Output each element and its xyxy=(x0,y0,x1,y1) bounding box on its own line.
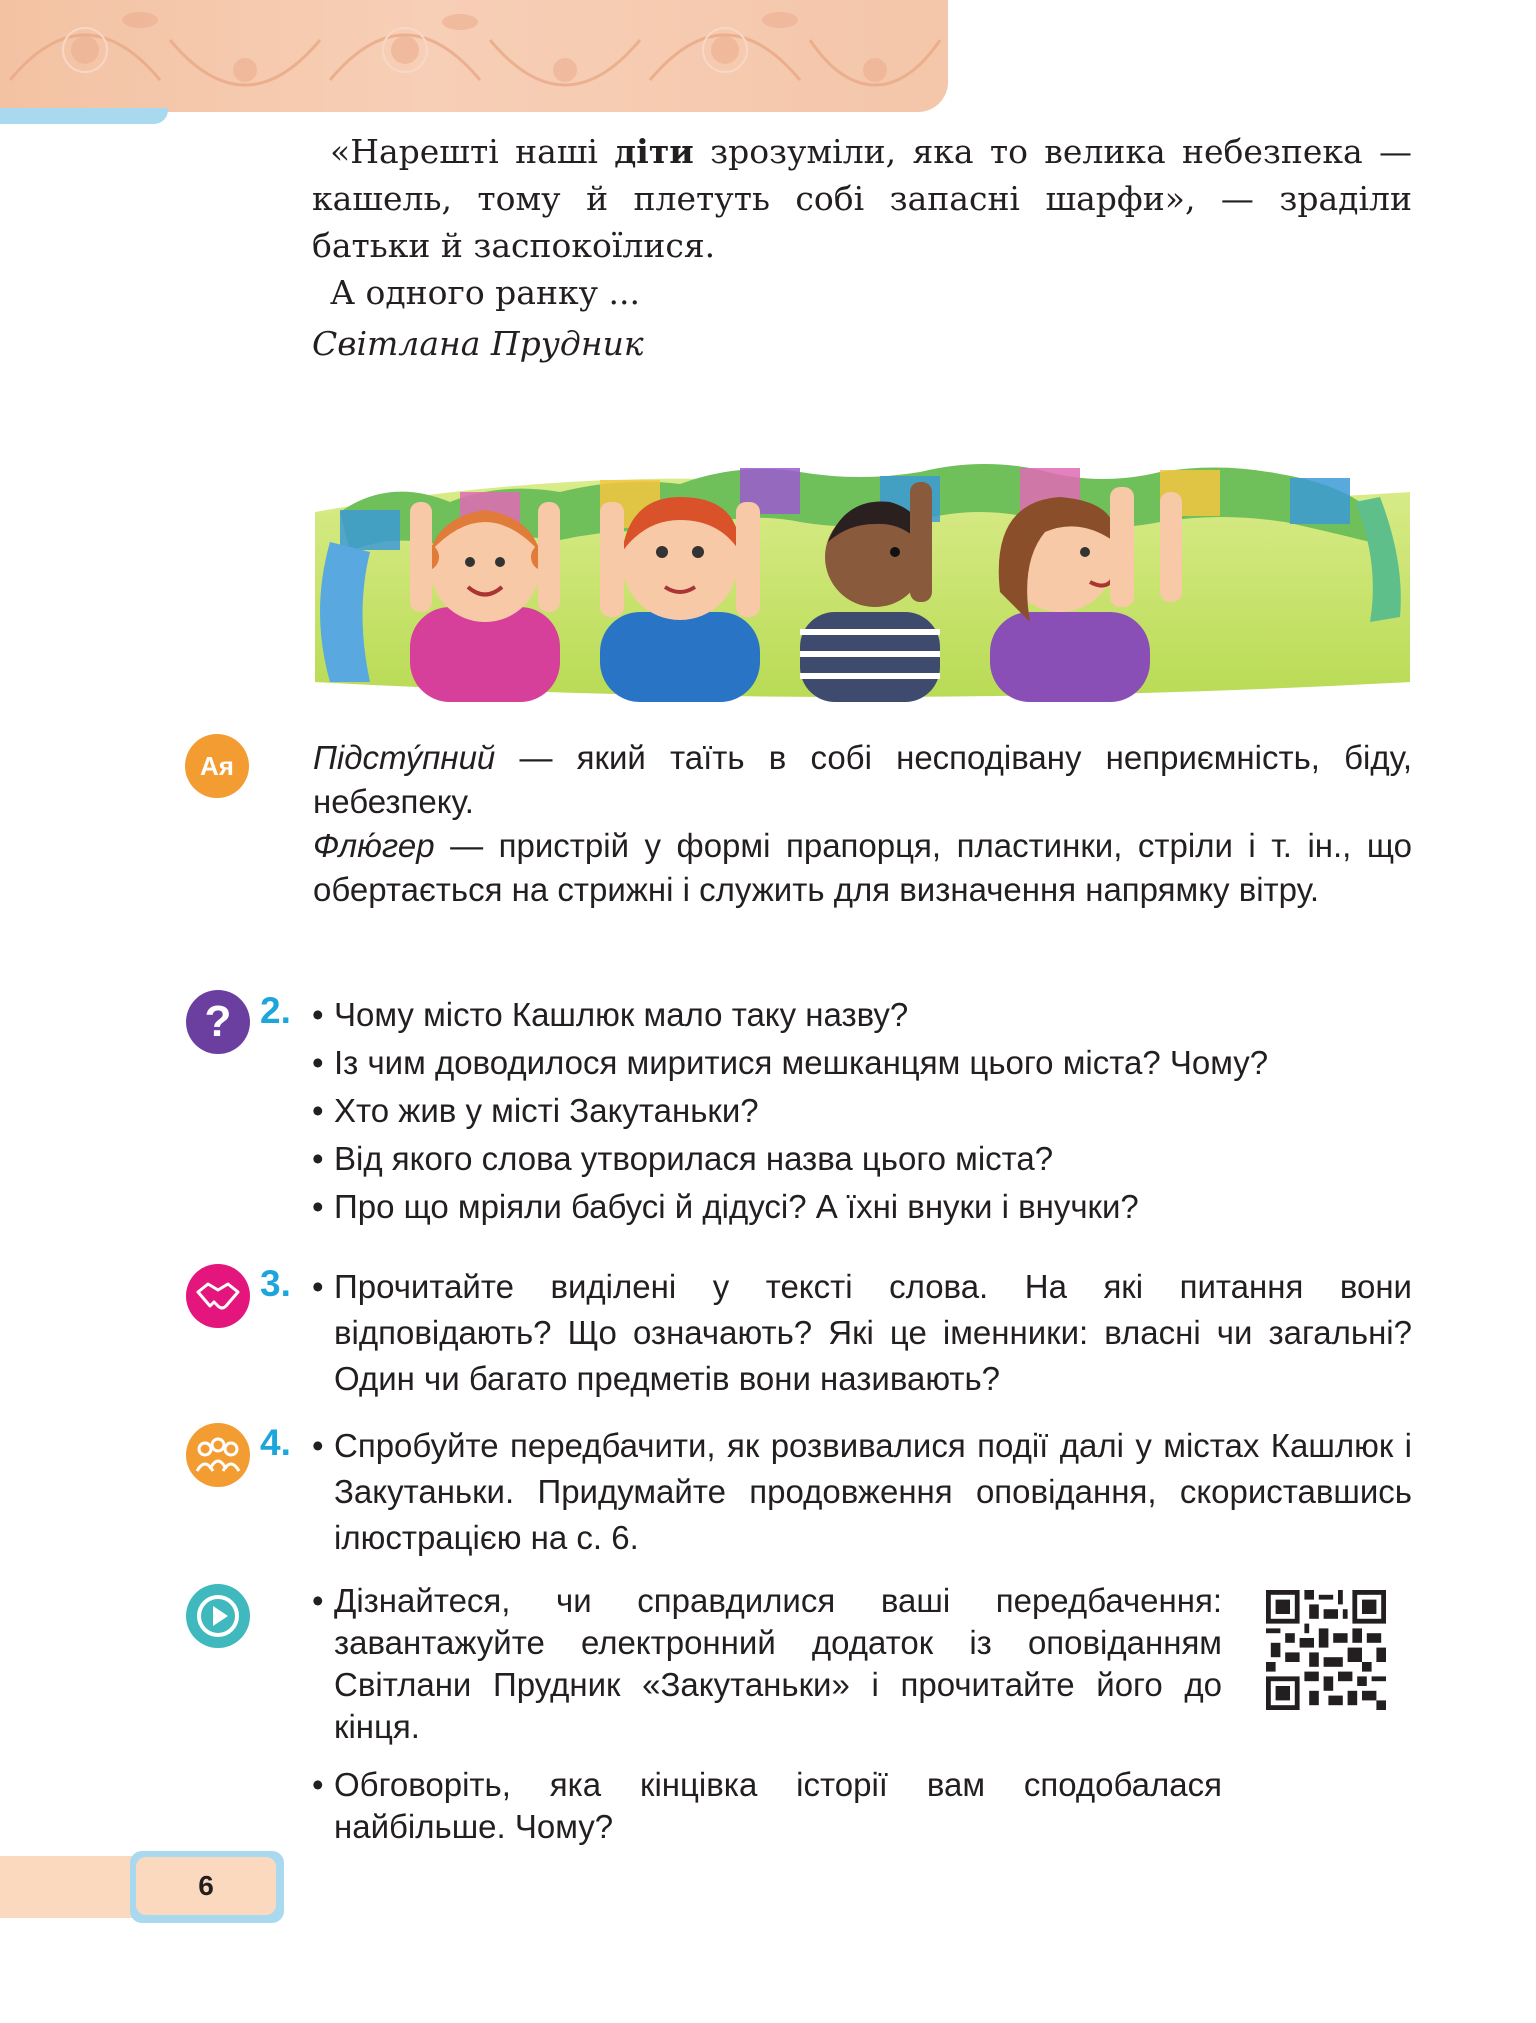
glossary-term-1: Підсту́пний xyxy=(313,739,496,776)
task-4-text xyxy=(312,1423,1412,1561)
question-item: • Хто жив у місті Закутаньки? xyxy=(312,1087,1412,1135)
question-item: • Чому місто Кашлюк мало таку назву? xyxy=(312,991,1412,1039)
question-icon: ? xyxy=(186,990,250,1054)
page-number: 6 xyxy=(136,1857,276,1915)
task-4-number: 4. xyxy=(260,1422,291,1463)
decorative-blue-strip xyxy=(0,108,168,124)
dictionary-icon: Ая xyxy=(185,734,249,798)
media-task-text xyxy=(312,1580,1222,1848)
task-item: • Спробуйте передбачити, як розвивалися події далі у містах Кашлюк і Закутаньки. Придумайте продовження оповідання, скориставшись ілюстрацією на с. 6. xyxy=(312,1423,1412,1561)
task-2-questions xyxy=(312,991,1412,1231)
glossary-term-2: Флю́гер xyxy=(313,827,435,864)
children-with-scarf-illustration xyxy=(300,392,1412,702)
task-item: • Обговоріть, яка кінцівка історії вам сподобалася найбільше. Чому? xyxy=(312,1764,1222,1848)
task-2-number: 2. xyxy=(260,990,291,1031)
group-discussion-icon xyxy=(186,1423,250,1487)
glossary xyxy=(313,736,1412,912)
page-number-box xyxy=(130,1851,284,1923)
task-item: • Прочитайте виділені у тексті слова. На які питання вони відповідають? Що означають? Які це іменники: власні чи загальні? Один чи багато предметів вони називають? xyxy=(312,1264,1412,1402)
story-paragraph-1: «Нарешті наші діти зрозуміли, яка то велика небезпека — кашель, тому й плетуть собі запасні шарфи», — зраділи батьки й заспокоїлися. xyxy=(312,132,1412,265)
glossary-entry-1: Підсту́пний — який таїть в собі несподівану неприємність, біду, небезпеку. xyxy=(313,739,1412,820)
task-3-text xyxy=(312,1264,1412,1402)
child-boy-center xyxy=(600,497,760,702)
play-icon[interactable] xyxy=(186,1584,250,1648)
question-item: • Про що мріяли бабусі й дідусі? А їхні внуки і внучки? xyxy=(312,1183,1412,1231)
glossary-entry-2: Флю́гер — пристрій у формі прапорця, пластинки, стріли і т. ін., що обертається на стрижні і служить для визначення напрямку вітру. xyxy=(313,827,1412,908)
question-item: • Із чим доводилося миритися мешканцям цього міста? Чому? xyxy=(312,1039,1412,1087)
story-text xyxy=(312,128,1412,367)
task-3-number: 3. xyxy=(260,1263,291,1304)
qr-code-icon[interactable] xyxy=(1266,1590,1386,1710)
footer-decoration xyxy=(0,1856,134,1918)
story-author: Світлана Прудник xyxy=(312,324,644,363)
question-item: • Від якого слова утворилася назва цього міста? xyxy=(312,1135,1412,1183)
task-item: • Дізнайтеся, чи справдилися ваші передбачення: завантажуйте електронний додаток із оповіданням Світлани Прудник «Закутаньки» і прочитайте його до кінця. xyxy=(312,1580,1222,1748)
story-paragraph-2: А одного ранку ... xyxy=(330,273,640,312)
highlighted-word: діти xyxy=(614,132,694,171)
decorative-header-banner xyxy=(0,0,948,112)
handshake-icon xyxy=(186,1264,250,1328)
